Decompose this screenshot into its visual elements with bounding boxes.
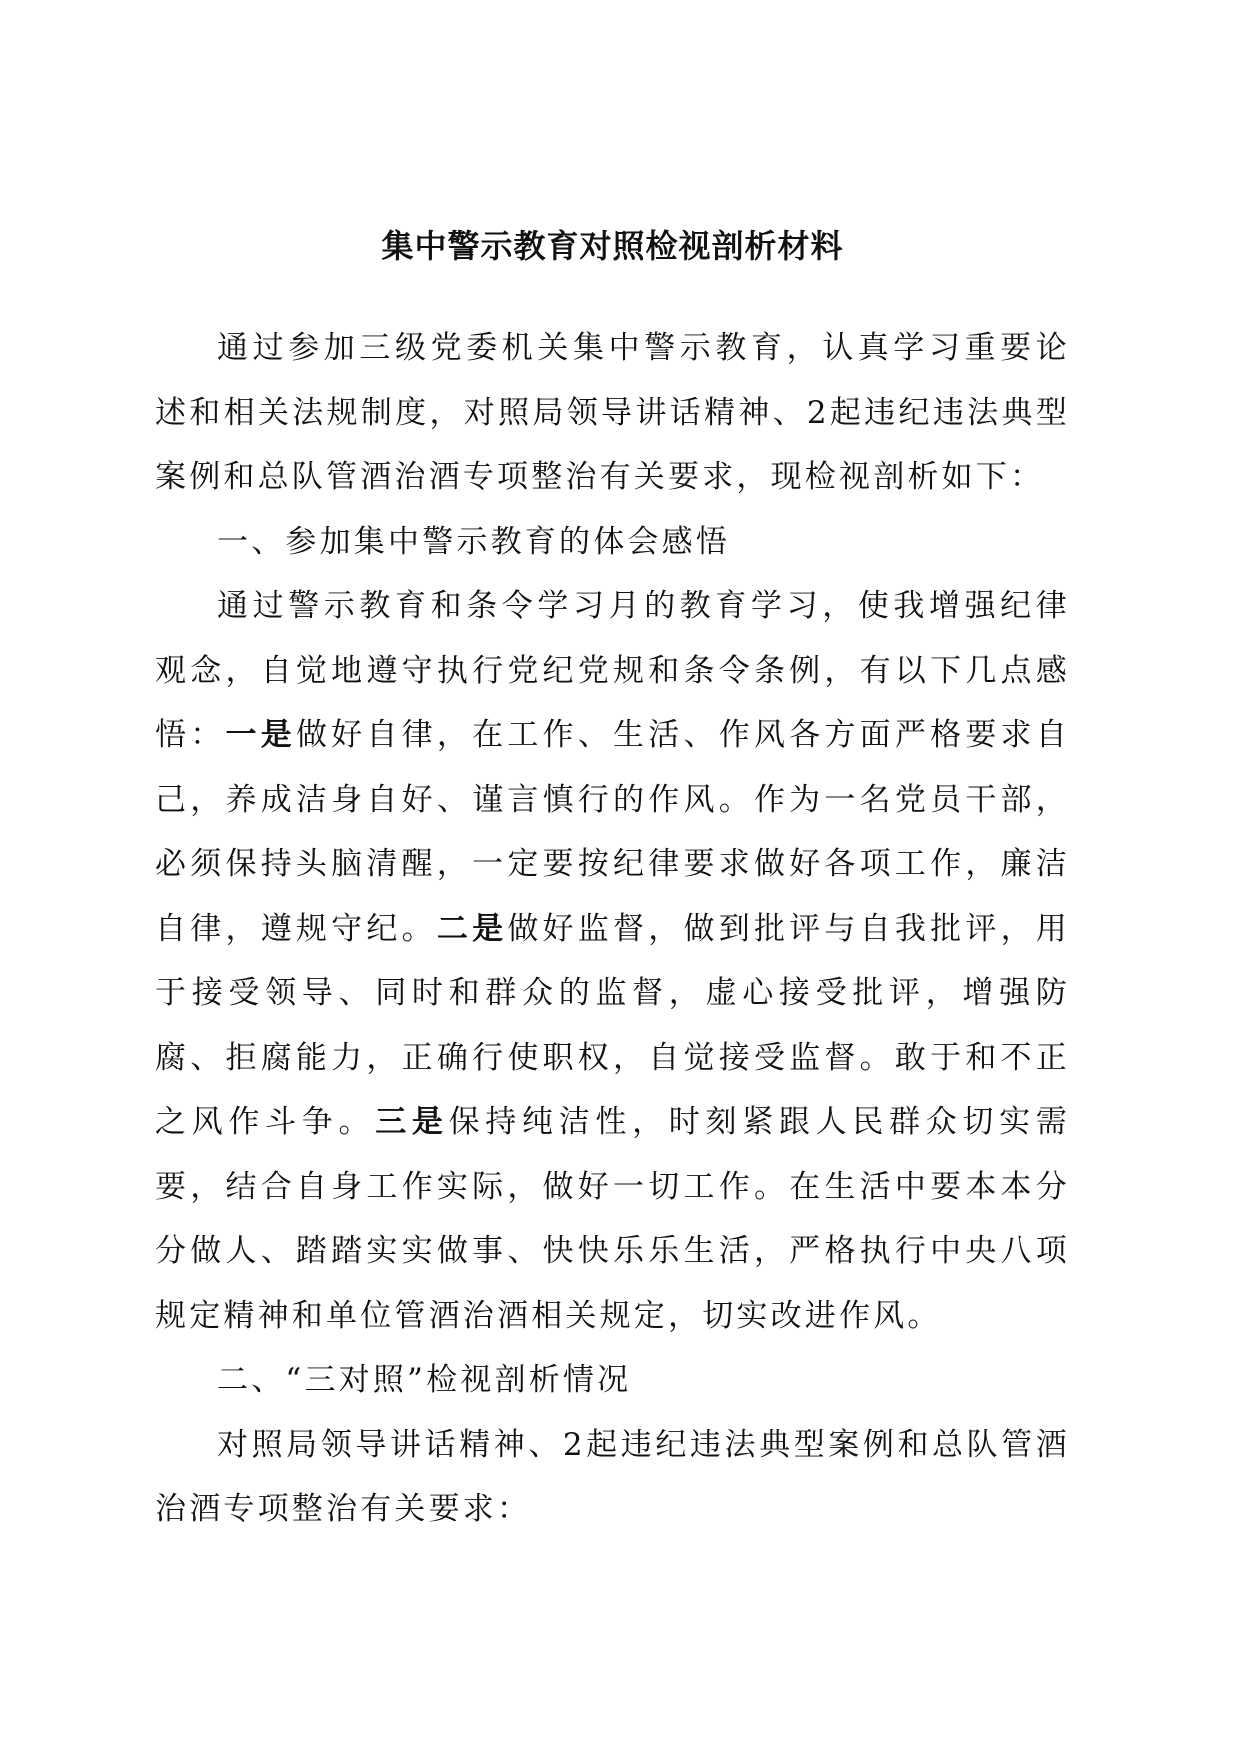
point3-label: 三是 <box>375 1104 449 1140</box>
section1-paragraph <box>155 574 1070 1348</box>
document-page <box>155 0 1070 1754</box>
document-title: 集中警示教育对照检视剖析材料 <box>381 227 844 265</box>
point1-text: 做好自律，在工作、生活、作风各方面严格要求自己，养成洁身自好、谨言慎行的作风。作为一名党员干部，必须保持头脑清醒，一定要按纪律要求做好各项工作，廉洁自律，遵规守纪。 <box>155 717 1070 947</box>
intro-paragraph: 通过参加三级党委机关集中警示教育，认真学习重要论述和相关法规制度，对照局领导讲话精神、2起违纪违法典型案例和总队管酒治酒专项整治有关要求，现检视剖析如下： <box>155 330 1070 495</box>
point2-text: 做好监督，做到批评与自我批评，用于接受领导、同时和群众的监督，虚心接受批评，增强防腐、拒腐能力，正确行使职权，自觉接受监督。敢于和不正之风作斗争。 <box>155 910 1070 1140</box>
section2-heading: 二、“三对照”检视剖析情况 <box>217 1362 632 1398</box>
section1-heading: 一、参加集中警示教育的体会感悟 <box>217 523 730 560</box>
section1-lead: 通过警示教育和条令学习月的教育学习，使我增强纪律观念，自觉地遵守执行党纪党规和条令条例，有以下几点感悟： <box>155 588 1070 753</box>
document-body <box>155 316 1070 1542</box>
point2-label: 二是 <box>436 910 508 947</box>
point3-text: 保持纯洁性，时刻紧跟人民群众切实需要，结合自身工作实际，做好一切工作。在生活中要本本分分做人、踏踏实实做事、快快乐乐生活，严格执行中央八项规定精神和单位管酒治酒相关规定，切实改进作风。 <box>155 1104 1070 1334</box>
point1-label: 一是 <box>225 717 296 753</box>
section2-paragraph: 对照局领导讲话精神、2起违纪违法典型案例和总队管酒治酒专项整治有关要求： <box>155 1426 1070 1527</box>
